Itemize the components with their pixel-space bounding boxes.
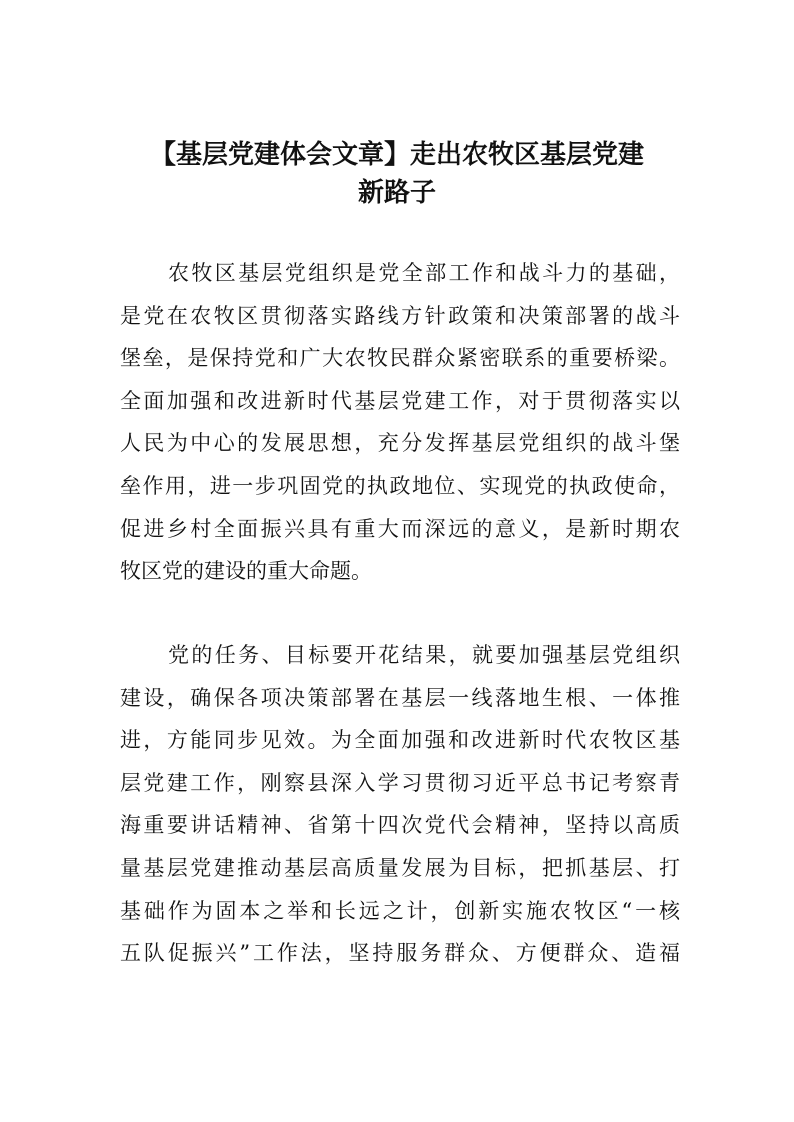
document-title-line-1: 【基层党建体会文章】走出农牧区基层党建 xyxy=(149,140,644,170)
paragraph-1 xyxy=(120,252,680,593)
paragraph-line: 农牧区基层党组织是党全部工作和战斗力的基础， xyxy=(168,261,680,285)
paragraph-2 xyxy=(120,634,680,975)
paragraph-line: 进，方能同步见效。为全面加强和改进新时代农牧区基 xyxy=(120,728,680,753)
paragraph-line: 量基层党建推动基层高质量发展为目标，把抓基层、打 xyxy=(120,855,680,880)
paragraph-line: 堡垒，是保持党和广大农牧民群众紧密联系的重要桥梁。 xyxy=(120,346,680,371)
paragraph-line: 党的任务、目标要开花结果，就要加强基层党组织 xyxy=(168,643,680,667)
paragraph-line: 基础作为固本之举和长远之计，创新实施农牧区“一核 xyxy=(120,898,680,923)
document-title-line-2: 新路子 xyxy=(357,178,436,208)
paragraph-line: 是党在农牧区贯彻落实路线方针政策和决策部署的战斗 xyxy=(120,303,680,328)
paragraph-line: 促进乡村全面振兴具有重大而深远的意义，是新时期农 xyxy=(120,516,680,541)
paragraph-line: 全面加强和改进新时代基层党建工作，对于贯彻落实以 xyxy=(120,388,680,413)
paragraph-line: 垒作用，进一步巩固党的执政地位、实现党的执政使命， xyxy=(120,473,680,498)
paragraph-line: 人民为中心的发展思想，充分发挥基层党组织的战斗堡 xyxy=(120,431,680,456)
paragraph-line: 海重要讲话精神、省第十四次党代会精神，坚持以高质 xyxy=(120,813,680,838)
paragraph-line: 层党建工作，刚察县深入学习贯彻习近平总书记考察青 xyxy=(120,770,680,795)
paragraph-line: 五队促振兴”工作法，坚持服务群众、方便群众、造福 xyxy=(120,941,680,966)
paragraph-line: 建设，确保各项决策部署在基层一线落地生根、一体推 xyxy=(120,685,680,710)
paragraph-line: 牧区党的建设的重大命题。 xyxy=(120,559,372,584)
